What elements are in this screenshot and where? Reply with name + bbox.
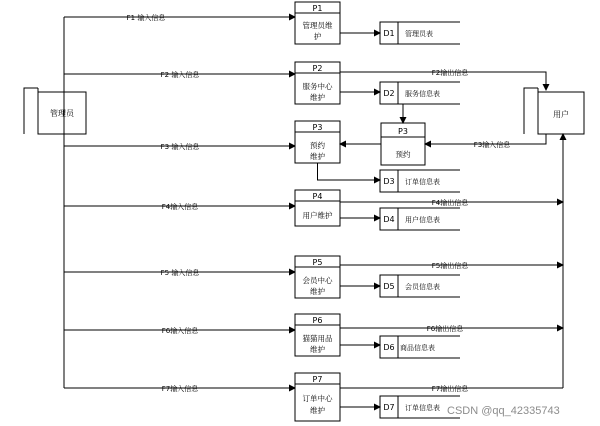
svg-text:用户维护: 用户维护 (302, 211, 333, 220)
watermark: CSDN @qq_42335743 (447, 405, 560, 417)
store-d4 (380, 208, 460, 230)
flow-label-f4-in: F4输入信息 (161, 203, 199, 211)
entity-admin-label: 管理员 (50, 109, 74, 118)
entity-user (524, 88, 584, 134)
svg-text:服务信息表: 服务信息表 (405, 90, 440, 98)
svg-text:维护: 维护 (310, 345, 325, 354)
flow-label-f4-out: F4输出信息 (431, 199, 469, 207)
svg-text:维护: 维护 (310, 93, 325, 102)
svg-text:D7: D7 (383, 403, 395, 412)
process-p6 (295, 314, 340, 356)
svg-text:订单信息表: 订单信息表 (405, 178, 440, 186)
svg-text:D4: D4 (383, 215, 395, 224)
store-d2 (380, 82, 460, 104)
flow-label-f1-in: F1 输入信息 (126, 14, 166, 22)
svg-text:P3: P3 (312, 123, 323, 132)
svg-text:P6: P6 (312, 316, 323, 325)
flow-label-f5-out: F5输出信息 (431, 262, 469, 270)
svg-text:D6: D6 (383, 343, 395, 352)
svg-text:预约: 预约 (310, 141, 325, 150)
svg-text:维护: 维护 (310, 287, 325, 296)
process-p1 (295, 2, 340, 44)
entity-admin (24, 88, 86, 134)
svg-text:维护: 维护 (310, 152, 325, 161)
svg-text:会员中心: 会员中心 (302, 276, 333, 285)
svg-text:会员信息表: 会员信息表 (405, 283, 440, 291)
svg-text:P1: P1 (312, 4, 323, 13)
process-p3-right (381, 123, 425, 165)
process-p4 (295, 190, 340, 226)
svg-text:维护: 维护 (310, 406, 325, 415)
svg-text:P7: P7 (312, 375, 323, 384)
store-d6 (380, 336, 460, 358)
flow-label-f7-out: F7输出信息 (431, 385, 469, 393)
svg-text:护: 护 (313, 32, 322, 41)
svg-text:P5: P5 (312, 258, 323, 267)
svg-text:猫猫用品: 猫猫用品 (302, 334, 333, 343)
entity-user-label: 用户 (553, 110, 569, 119)
store-d1 (380, 22, 460, 44)
process-p2 (295, 62, 340, 104)
svg-text:管理员表: 管理员表 (405, 30, 433, 38)
flow-label-f3-in: F3 输入信息 (160, 143, 200, 151)
svg-text:D2: D2 (383, 89, 395, 98)
svg-text:预约: 预约 (395, 150, 411, 159)
svg-text:管理员维: 管理员维 (302, 21, 333, 30)
svg-text:D1: D1 (383, 29, 395, 38)
svg-text:服务中心: 服务中心 (302, 82, 333, 91)
flow-label-f7-in: F7输入信息 (161, 385, 199, 393)
svg-text:D3: D3 (383, 177, 395, 186)
flow-label-f6-in: F6输入信息 (161, 327, 199, 335)
svg-text:P3: P3 (398, 127, 408, 136)
svg-text:P4: P4 (312, 192, 323, 201)
svg-text:D5: D5 (383, 282, 395, 291)
store-d5 (380, 275, 460, 297)
process-p7 (295, 373, 340, 421)
svg-text:订单中心: 订单中心 (302, 394, 333, 403)
admin-input-flows (64, 13, 295, 393)
flow-label-f3-user: F3输入信息 (473, 141, 511, 149)
flow-label-f5-in: F5 输入信息 (160, 269, 200, 277)
process-p3-left (295, 121, 340, 163)
svg-text:订单信息表: 订单信息表 (405, 404, 440, 412)
svg-text:P2: P2 (312, 64, 323, 73)
flow-label-f6-out: F6输出信息 (426, 325, 464, 333)
process-p5 (295, 256, 340, 298)
flow-label-f2-in: F2 输入信息 (160, 71, 200, 79)
svg-text:用户信息表: 用户信息表 (405, 216, 440, 224)
flow-label-f2-out: F2输出信息 (431, 69, 469, 77)
svg-text:商品信息表: 商品信息表 (400, 344, 435, 352)
store-d3 (380, 170, 460, 192)
